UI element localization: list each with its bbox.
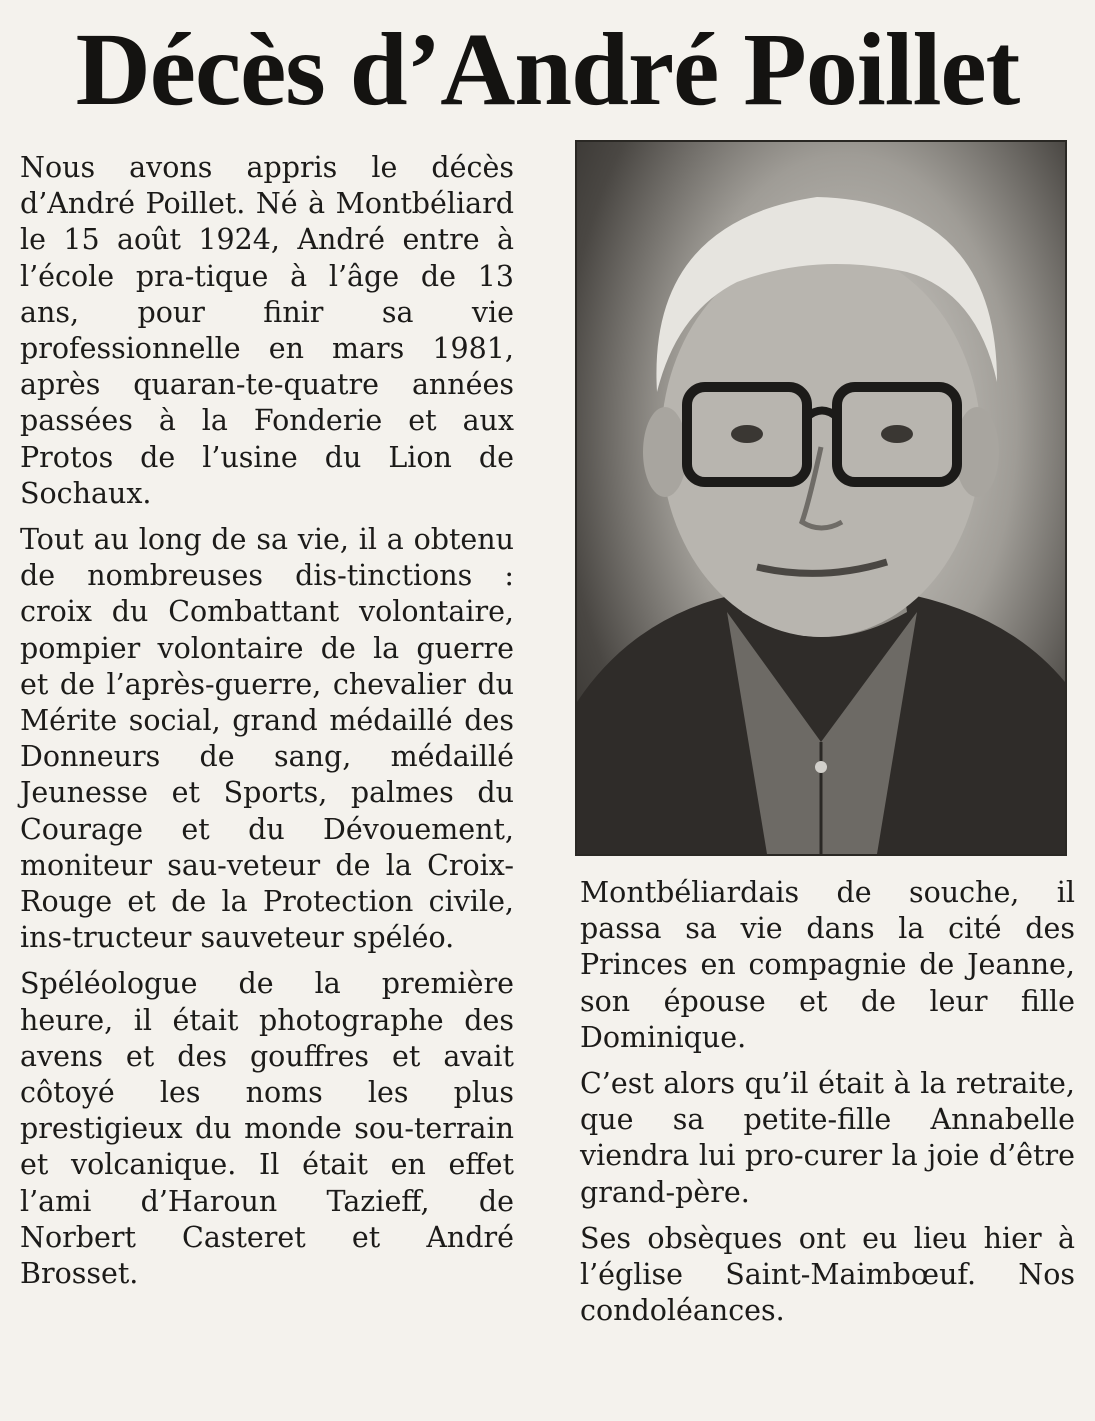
paragraph-speleology: Spéléologue de la première heure, il était photographe des avens et des gouffres et avait côtoyé les noms les plus prestigieux du monde sou-terrain et volcanique. Il était en effet l’ami d’Haroun Tazieff, de Norbert Casteret et André Brosset. — [20, 967, 514, 1291]
paragraph-biography: Nous avons appris le décès d’André Poillet. Né à Montbéliard le 15 août 1924, André entre à l’école pra-tique à l’âge de 13 ans, pour finir sa vie professionnelle en mars 1981, après quaran-te-quatre années passées à la Fonderie et aux Protos de l’usine du Lion de Sochaux. — [20, 151, 514, 510]
right-column — [580, 875, 1075, 1339]
left-column — [20, 150, 514, 1302]
headline: Décès d’André Poillet — [75, 12, 1020, 127]
portrait-photo-icon — [577, 142, 1065, 854]
paragraph-funeral: Ses obsèques ont eu lieu hier à l’église Saint-Maimbœuf. Nos condoléances. — [580, 1221, 1075, 1328]
portrait-photo — [575, 140, 1067, 856]
paragraph-retirement: C’est alors qu’il était à la retraite, que sa petite-fille Annabelle viendra lui pro-curer la joie d’être grand-père. — [580, 1067, 1075, 1209]
paragraph-family: Montbéliardais de souche, il passa sa vie dans la cité des Princes en compagnie de Jeanne, son épouse et de leur fille Dominique. — [580, 876, 1075, 1054]
paragraph-distinctions: Tout au long de sa vie, il a obtenu de nombreuses dis-tinctions : croix du Combattant volontaire, pompier volontaire de la guerre et de l’après-guerre, chevalier du Mérite social, grand médaillé des Donneurs de sang, médaillé Jeunesse et Sports, palmes du Courage et du Dévouement, moniteur sau-veteur de la Croix-Rouge et de la Protection civile, ins-tructeur sauveteur spéléo. — [20, 523, 514, 955]
